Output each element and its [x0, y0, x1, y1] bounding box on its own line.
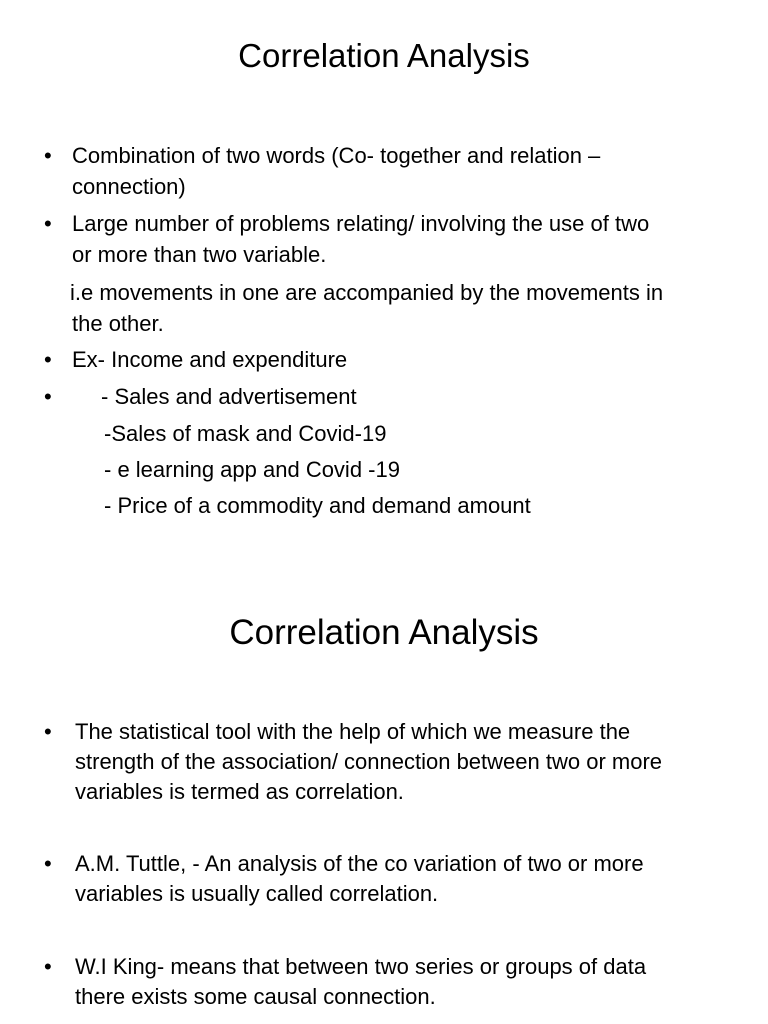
bullet-text-line: A.M. Tuttle, - An analysis of the co variation of two or more — [75, 851, 644, 876]
continuation-text-line: the other. — [72, 311, 164, 336]
bullet-marker: • — [44, 143, 52, 168]
sub-item-line: - e learning app and Covid -19 — [104, 457, 400, 482]
bullet-text-line: variables is termed as correlation. — [75, 779, 404, 804]
bullet-marker: • — [44, 211, 52, 236]
bullet-marker: • — [44, 384, 52, 409]
bullet-marker: • — [44, 719, 52, 744]
bullet-text-line: variables is usually called correlation. — [75, 881, 439, 906]
bullet-text-line: The statistical tool with the help of which we measure the — [75, 719, 631, 744]
bullet-text-line: Combination of two words (Co- together and relation – — [72, 143, 601, 168]
bullet-text-line: W.I King- means that between two series or groups of data — [75, 954, 647, 979]
bullet-text-line: connection) — [72, 174, 186, 199]
bullet-text-line: there exists some causal connection. — [75, 984, 436, 1009]
continuation-text-line: i.e movements in one are accompanied by the movements in — [70, 280, 664, 305]
slide-1-title: Correlation Analysis — [238, 37, 530, 74]
sub-item-line: - Price of a commodity and demand amount — [104, 493, 531, 518]
bullet-text-line: Large number of problems relating/ involving the use of two — [72, 211, 650, 236]
bullet-text-line: - Sales and advertisement — [101, 384, 357, 409]
slide-2 — [0, 580, 768, 1024]
slide-2-title: Correlation Analysis — [229, 613, 539, 652]
bullet-text-line: Ex- Income and expenditure — [72, 347, 348, 372]
bullet-text-line: or more than two variable. — [72, 242, 327, 267]
bullet-marker: • — [44, 851, 52, 876]
bullet-text-line: strength of the association/ connection between two or more — [75, 749, 663, 774]
bullet-marker: • — [44, 347, 52, 372]
sub-item-line: -Sales of mask and Covid-19 — [104, 421, 387, 446]
bullet-marker: • — [44, 954, 52, 979]
